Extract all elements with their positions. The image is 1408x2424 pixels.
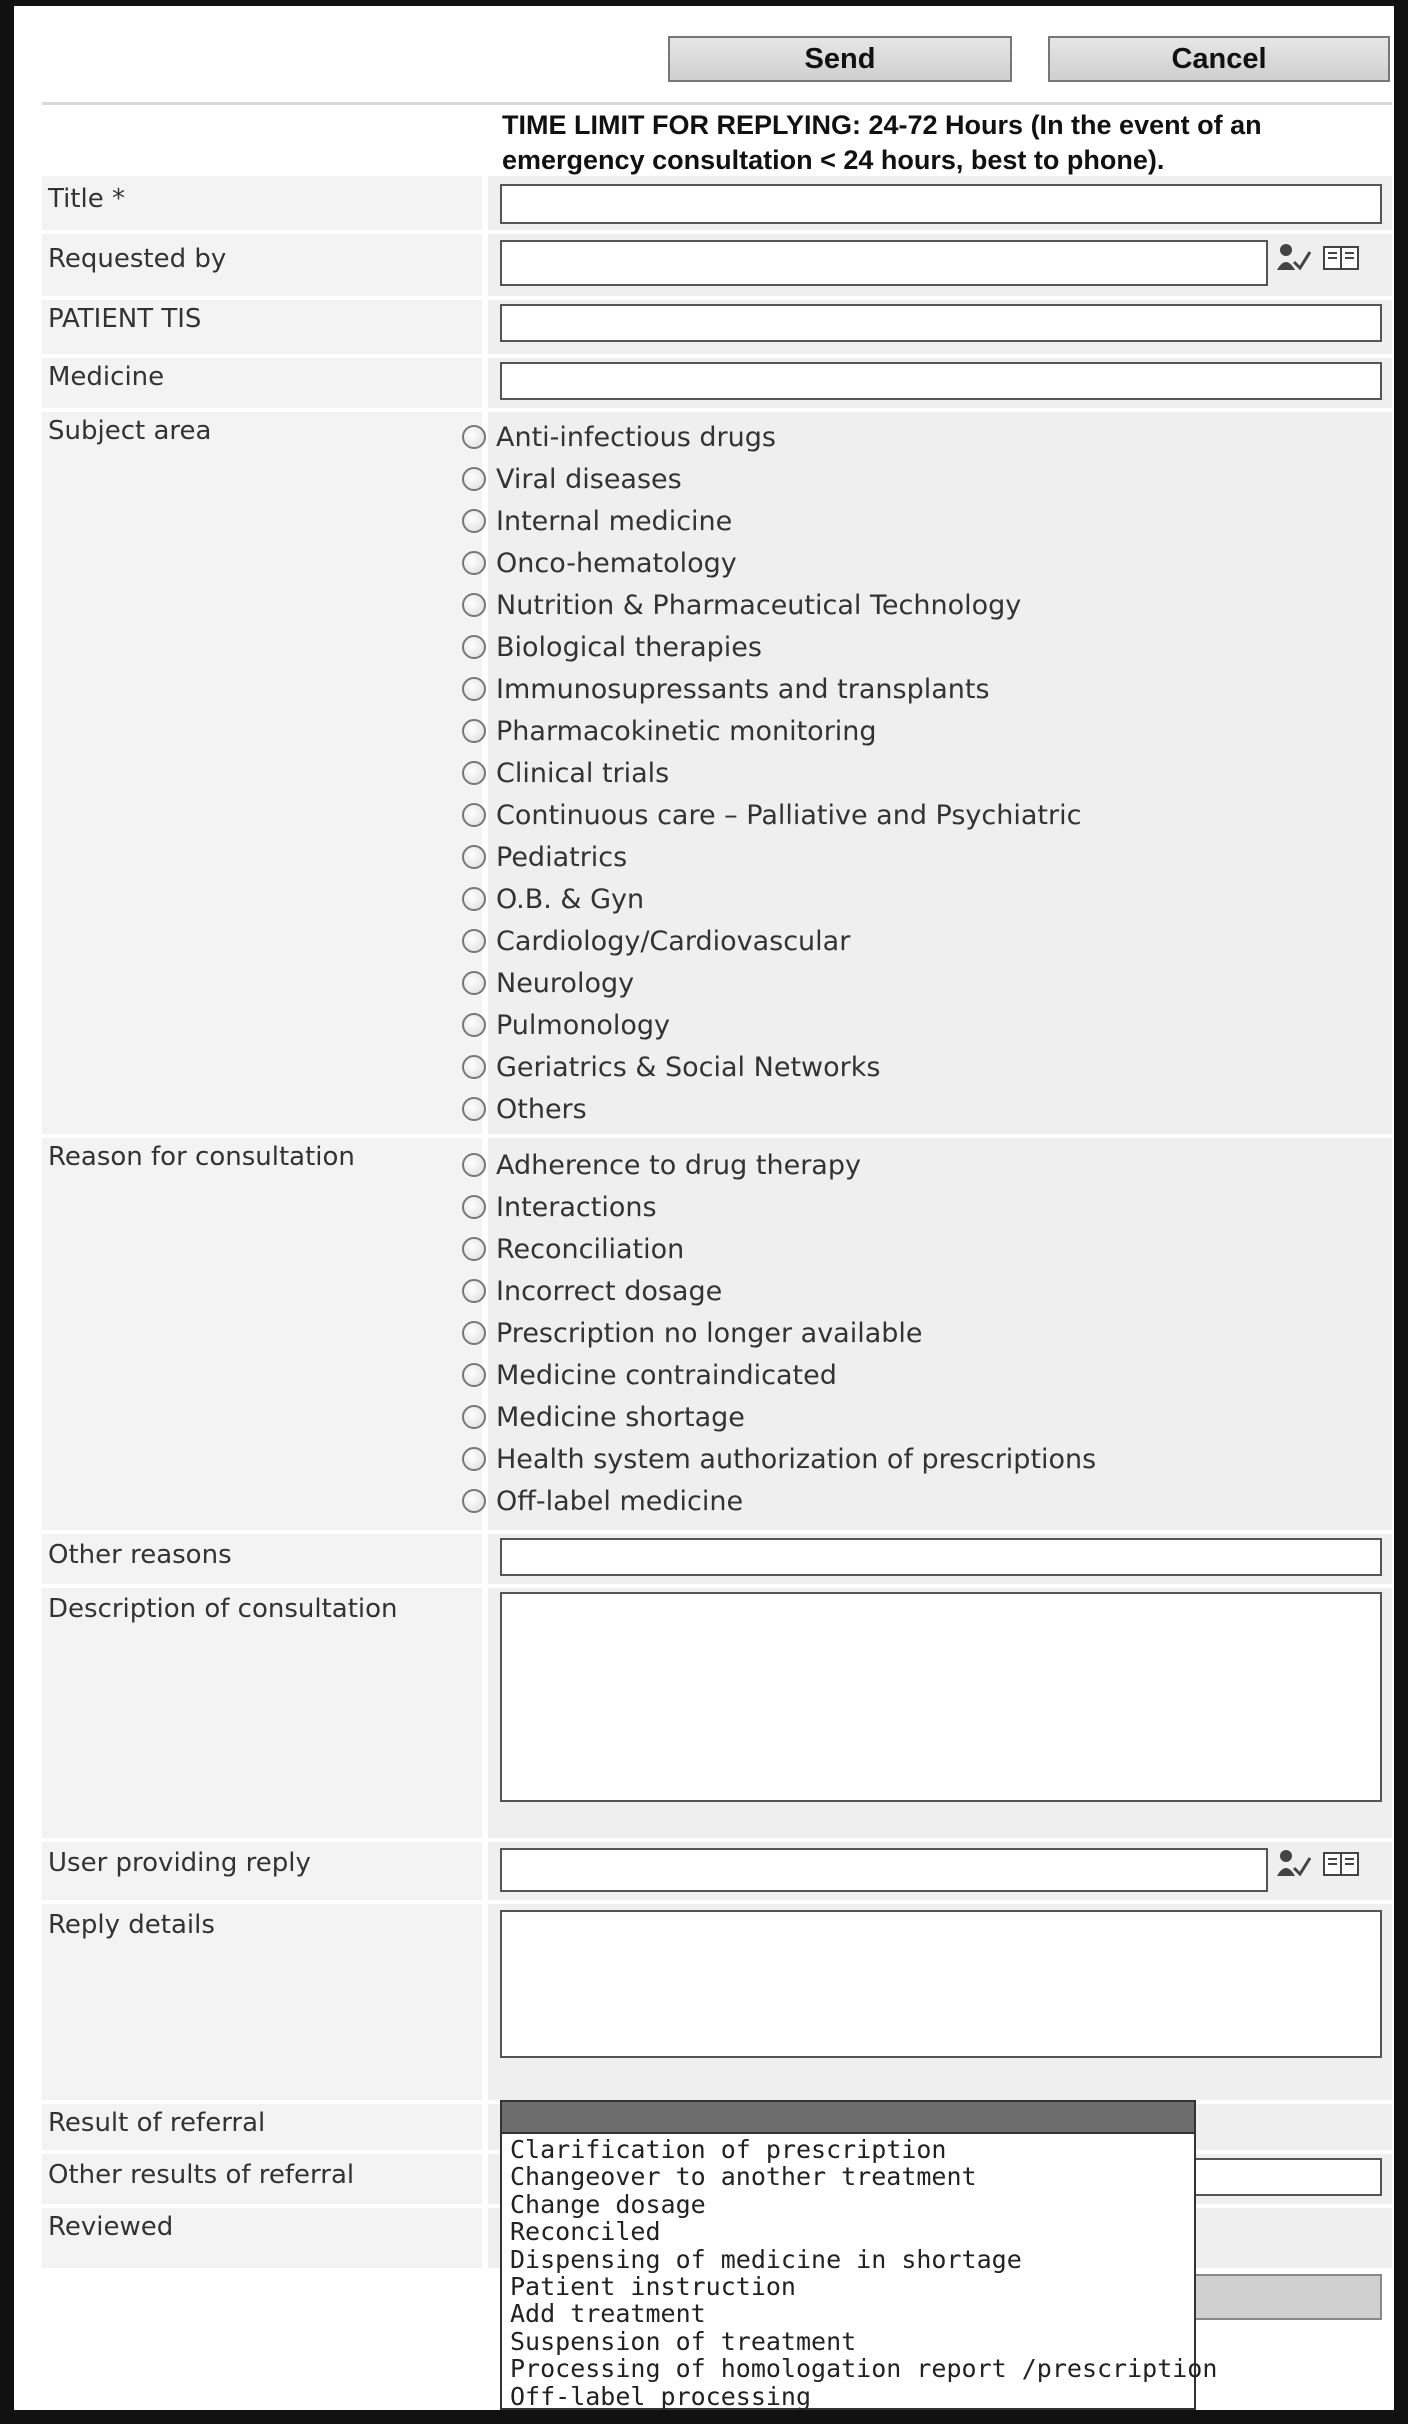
description-textarea[interactable] [500,1592,1382,1802]
reason-option[interactable]: Reconciliation [462,1228,1096,1270]
radio-button[interactable] [462,1363,486,1387]
dropdown-option[interactable]: Change dosage [510,2189,706,2219]
subject-option[interactable]: Nutrition & Pharmaceutical Technology [462,584,1081,626]
subject-option[interactable]: Anti-infectious drugs [462,416,1081,458]
subject-option[interactable]: O.B. & Gyn [462,878,1081,920]
dropdown-option[interactable]: Off-label processing [510,2381,812,2411]
requested-by-label: Requested by [42,234,482,296]
description-label: Description of consultation [42,1588,482,1838]
reason-option[interactable]: Adherence to drug therapy [462,1144,1096,1186]
subject-option[interactable]: Biological therapies [462,626,1081,668]
result-referral-label: Result of referral [42,2104,482,2150]
reason-options [462,1144,1096,1522]
dropdown-option[interactable]: Reconciled [510,2217,661,2247]
title-label: Title * [42,176,482,230]
subject-option[interactable]: Onco-hematology [462,542,1081,584]
radio-button[interactable] [462,1055,486,1079]
person-check-icon[interactable] [1276,242,1312,278]
radio-button[interactable] [462,677,486,701]
reply-details-label: Reply details [42,1904,482,2100]
subject-option[interactable]: Cardiology/Cardiovascular [462,920,1081,962]
medicine-label: Medicine [42,358,482,408]
subject-area-options [462,416,1081,1130]
dropdown-option[interactable]: Changeover to another treatment [510,2162,977,2192]
radio-button[interactable] [462,635,486,659]
title-input[interactable] [500,184,1382,224]
bottom-button[interactable] [1170,2274,1382,2320]
dropdown-selected-value[interactable] [502,2102,1194,2134]
reason-option[interactable]: Prescription no longer available [462,1312,1096,1354]
address-book-icon[interactable] [1322,1849,1360,1883]
time-limit-notice: TIME LIMIT FOR REPLYING: 24-72 Hours (In the event of an emergency consultation < 24 hours, best to phone). [502,110,1262,175]
radio-button[interactable] [462,1237,486,1261]
cancel-button[interactable]: Cancel [1048,36,1390,82]
radio-button[interactable] [462,1447,486,1471]
radio-button[interactable] [462,593,486,617]
other-reasons-label: Other reasons [42,1534,482,1584]
subject-option[interactable]: Pharmacokinetic monitoring [462,710,1081,752]
radio-button[interactable] [462,803,486,827]
reason-option[interactable]: Incorrect dosage [462,1270,1096,1312]
reason-option[interactable]: Interactions [462,1186,1096,1228]
radio-button[interactable] [462,509,486,533]
radio-button[interactable] [462,1321,486,1345]
radio-button[interactable] [462,1489,486,1513]
radio-button[interactable] [462,1405,486,1429]
radio-button[interactable] [462,761,486,785]
dropdown-option[interactable]: Add treatment [510,2299,706,2329]
requested-by-icons [1276,242,1360,278]
dropdown-option[interactable]: Clarification of prescription [510,2135,947,2164]
patient-tis-input[interactable] [500,304,1382,342]
subject-option[interactable]: Neurology [462,962,1081,1004]
reason-option[interactable]: Off-label medicine [462,1480,1096,1522]
reason-option[interactable]: Health system authorization of prescriptions [462,1438,1096,1480]
dropdown-option[interactable]: Suspension of treatment [510,2326,857,2356]
radio-button[interactable] [462,425,486,449]
radio-button[interactable] [462,929,486,953]
subject-option[interactable]: Geriatrics & Social Networks [462,1046,1081,1088]
subject-option[interactable]: Immunosupressants and transplants [462,668,1081,710]
send-button[interactable]: Send [668,36,1012,82]
person-check-icon[interactable] [1276,1848,1312,1884]
reviewed-label: Reviewed [42,2208,482,2268]
subject-option[interactable]: Viral diseases [462,458,1081,500]
user-reply-label: User providing reply [42,1842,482,1900]
radio-button[interactable] [462,1097,486,1121]
radio-button[interactable] [462,719,486,743]
top-divider [42,102,1392,105]
radio-button[interactable] [462,551,486,575]
subject-option[interactable]: Pediatrics [462,836,1081,878]
other-reasons-input[interactable] [500,1538,1382,1576]
radio-button[interactable] [462,887,486,911]
subject-option[interactable]: Continuous care – Palliative and Psychiatric [462,794,1081,836]
subject-option[interactable]: Others [462,1088,1081,1130]
result-referral-dropdown[interactable] [500,2100,1218,2411]
address-book-icon[interactable] [1322,243,1360,277]
reason-label: Reason for consultation [42,1138,482,1530]
radio-button[interactable] [462,845,486,869]
other-results-label: Other results of referral [42,2154,482,2204]
dropdown-option[interactable]: Patient instruction [510,2272,796,2302]
patient-tis-label: PATIENT TIS [42,300,482,354]
reason-option[interactable]: Medicine contraindicated [462,1354,1096,1396]
dropdown-option[interactable]: Processing of homologation report /prescription [510,2354,1218,2384]
requested-by-input[interactable] [500,240,1268,286]
radio-button[interactable] [462,1195,486,1219]
medicine-input[interactable] [500,362,1382,400]
subject-option[interactable]: Internal medicine [462,500,1081,542]
subject-option[interactable]: Pulmonology [462,1004,1081,1046]
reply-details-textarea[interactable] [500,1910,1382,2058]
radio-button[interactable] [462,1013,486,1037]
subject-area-label: Subject area [42,412,482,1134]
reason-option[interactable]: Medicine shortage [462,1396,1096,1438]
user-reply-input[interactable] [500,1848,1268,1892]
user-reply-icons [1276,1848,1360,1884]
radio-button[interactable] [462,1153,486,1177]
radio-button[interactable] [462,1279,486,1303]
radio-button[interactable] [462,467,486,491]
subject-option[interactable]: Clinical trials [462,752,1081,794]
dropdown-options [502,2134,1218,2411]
dropdown-option[interactable]: Dispensing of medicine in shortage [510,2244,1022,2274]
radio-button[interactable] [462,971,486,995]
